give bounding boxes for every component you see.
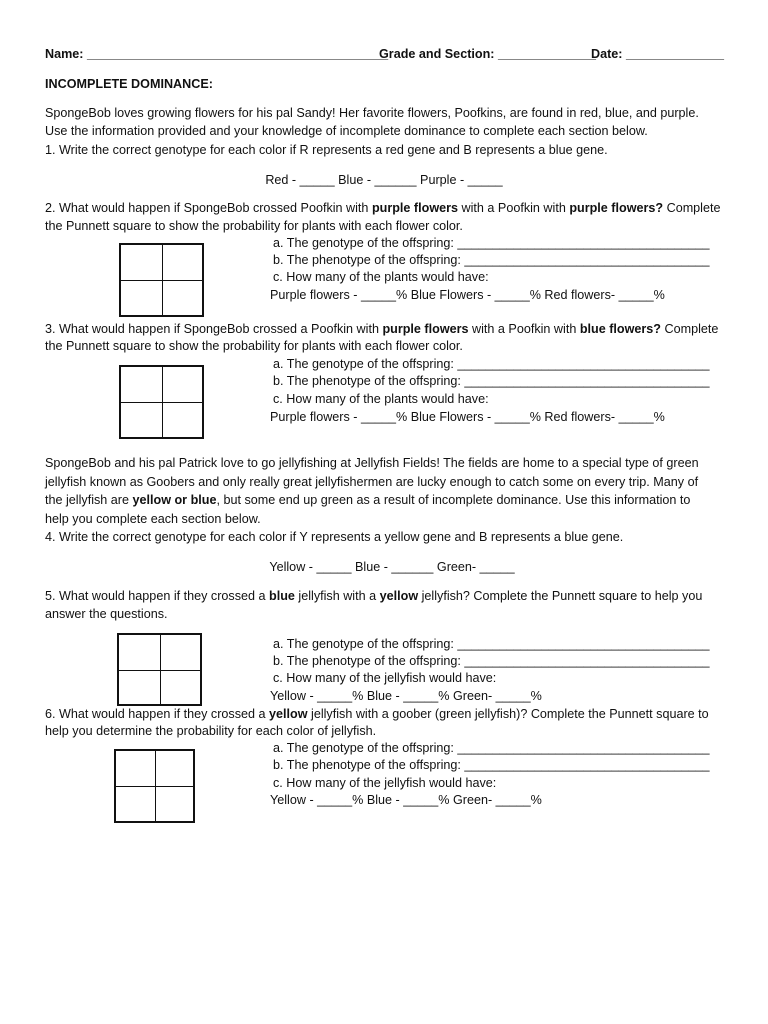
- question-1: 1. Write the correct genotype for each color if R represents a red gene and B represents a blue gene.: [45, 143, 608, 157]
- punnett-square-6[interactable]: [114, 749, 195, 823]
- question-6: 6. What would happen if they crossed a yellow jellyfish with a goober (green jellyfish)? Complete the Punnett square to: [45, 707, 709, 721]
- date-field[interactable]: Date: ______________: [591, 47, 725, 61]
- intro-jellyfish-line4: help you complete each section below.: [45, 512, 261, 526]
- punnett-square-2[interactable]: [119, 243, 204, 317]
- q6-how-many-label: c. How many of the jellyfish would have:: [273, 776, 497, 790]
- q3-phenotype-blank[interactable]: b. The phenotype of the offspring: ___________________________________: [273, 374, 710, 388]
- q2-how-many-label: c. How many of the plants would have:: [273, 270, 489, 284]
- worksheet-title: INCOMPLETE DOMINANCE:: [45, 77, 213, 91]
- q2-genotype-blank[interactable]: a. The genotype of the offspring: ____________________________________: [273, 236, 710, 250]
- intro-jellyfish-line2: jellyfish known as Goobers and only really great jellyfishermen are lucky enough to catch some on every trip. Many of: [45, 475, 699, 489]
- grade-section-field[interactable]: Grade and Section: ______________: [379, 47, 597, 61]
- q5-phenotype-blank[interactable]: b. The phenotype of the offspring: ___________________________________: [273, 654, 710, 668]
- q5-genotype-blank[interactable]: a. The genotype of the offspring: ____________________________________: [273, 637, 710, 651]
- q2-percent-blanks[interactable]: Purple flowers - _____% Blue Flowers - _____% Red flowers- _____%: [270, 288, 665, 302]
- question-5: 5. What would happen if they crossed a blue jellyfish with a yellow jellyfish? Complete the Punnett square to help you: [45, 589, 703, 603]
- q5-percent-blanks[interactable]: Yellow - _____% Blue - _____% Green- _____%: [270, 689, 542, 703]
- question-4-answer-blanks[interactable]: Yellow - _____ Blue - ______ Green- _____: [269, 560, 515, 574]
- question-2-line2: the Punnett square to show the probability for plants with each flower color.: [45, 219, 463, 233]
- punnett-square-3[interactable]: [119, 365, 204, 439]
- q3-genotype-blank[interactable]: a. The genotype of the offspring: ____________________________________: [273, 357, 710, 371]
- intro-flowers-line1: SpongeBob loves growing flowers for his pal Sandy! Her favorite flowers, Poofkins, are found in red, blue, and purple.: [45, 106, 699, 120]
- q5-how-many-label: c. How many of the jellyfish would have:: [273, 671, 497, 685]
- question-3: 3. What would happen if SpongeBob crossed a Poofkin with purple flowers with a Poofkin with blue flowers? Complete: [45, 322, 719, 336]
- q2-phenotype-blank[interactable]: b. The phenotype of the offspring: ___________________________________: [273, 253, 710, 267]
- question-5-line2: answer the questions.: [45, 607, 168, 621]
- q6-genotype-blank[interactable]: a. The genotype of the offspring: ____________________________________: [273, 741, 710, 755]
- q6-phenotype-blank[interactable]: b. The phenotype of the offspring: ___________________________________: [273, 758, 710, 772]
- name-field[interactable]: Name: ___________________________________________: [45, 47, 389, 61]
- question-6-line2: help you determine the probability for each color of jellyfish.: [45, 724, 377, 738]
- question-4: 4. Write the correct genotype for each color if Y represents a yellow gene and B represents a blue gene.: [45, 530, 624, 544]
- q3-percent-blanks[interactable]: Purple flowers - _____% Blue Flowers - _____% Red flowers- _____%: [270, 410, 665, 424]
- intro-jellyfish-line1: SpongeBob and his pal Patrick love to go jellyfishing at Jellyfish Fields! The fields are home to a special type of green: [45, 456, 699, 470]
- intro-jellyfish-line3: the jellyfish are yellow or blue, but some end up green as a result of incomplete dominance. Use this information to: [45, 493, 691, 507]
- question-2: 2. What would happen if SpongeBob crossed Poofkin with purple flowers with a Poofkin with purple flowers? Complete: [45, 201, 721, 215]
- punnett-square-5[interactable]: [117, 633, 202, 706]
- intro-flowers-line2: Use the information provided and your knowledge of incomplete dominance to complete each section below.: [45, 124, 648, 138]
- question-1-answer-blanks[interactable]: Red - _____ Blue - ______ Purple - _____: [265, 173, 503, 187]
- q3-how-many-label: c. How many of the plants would have:: [273, 392, 489, 406]
- q6-percent-blanks[interactable]: Yellow - _____% Blue - _____% Green- _____%: [270, 793, 542, 807]
- question-3-line2: the Punnett square to show the probability for plants with each flower color.: [45, 339, 463, 353]
